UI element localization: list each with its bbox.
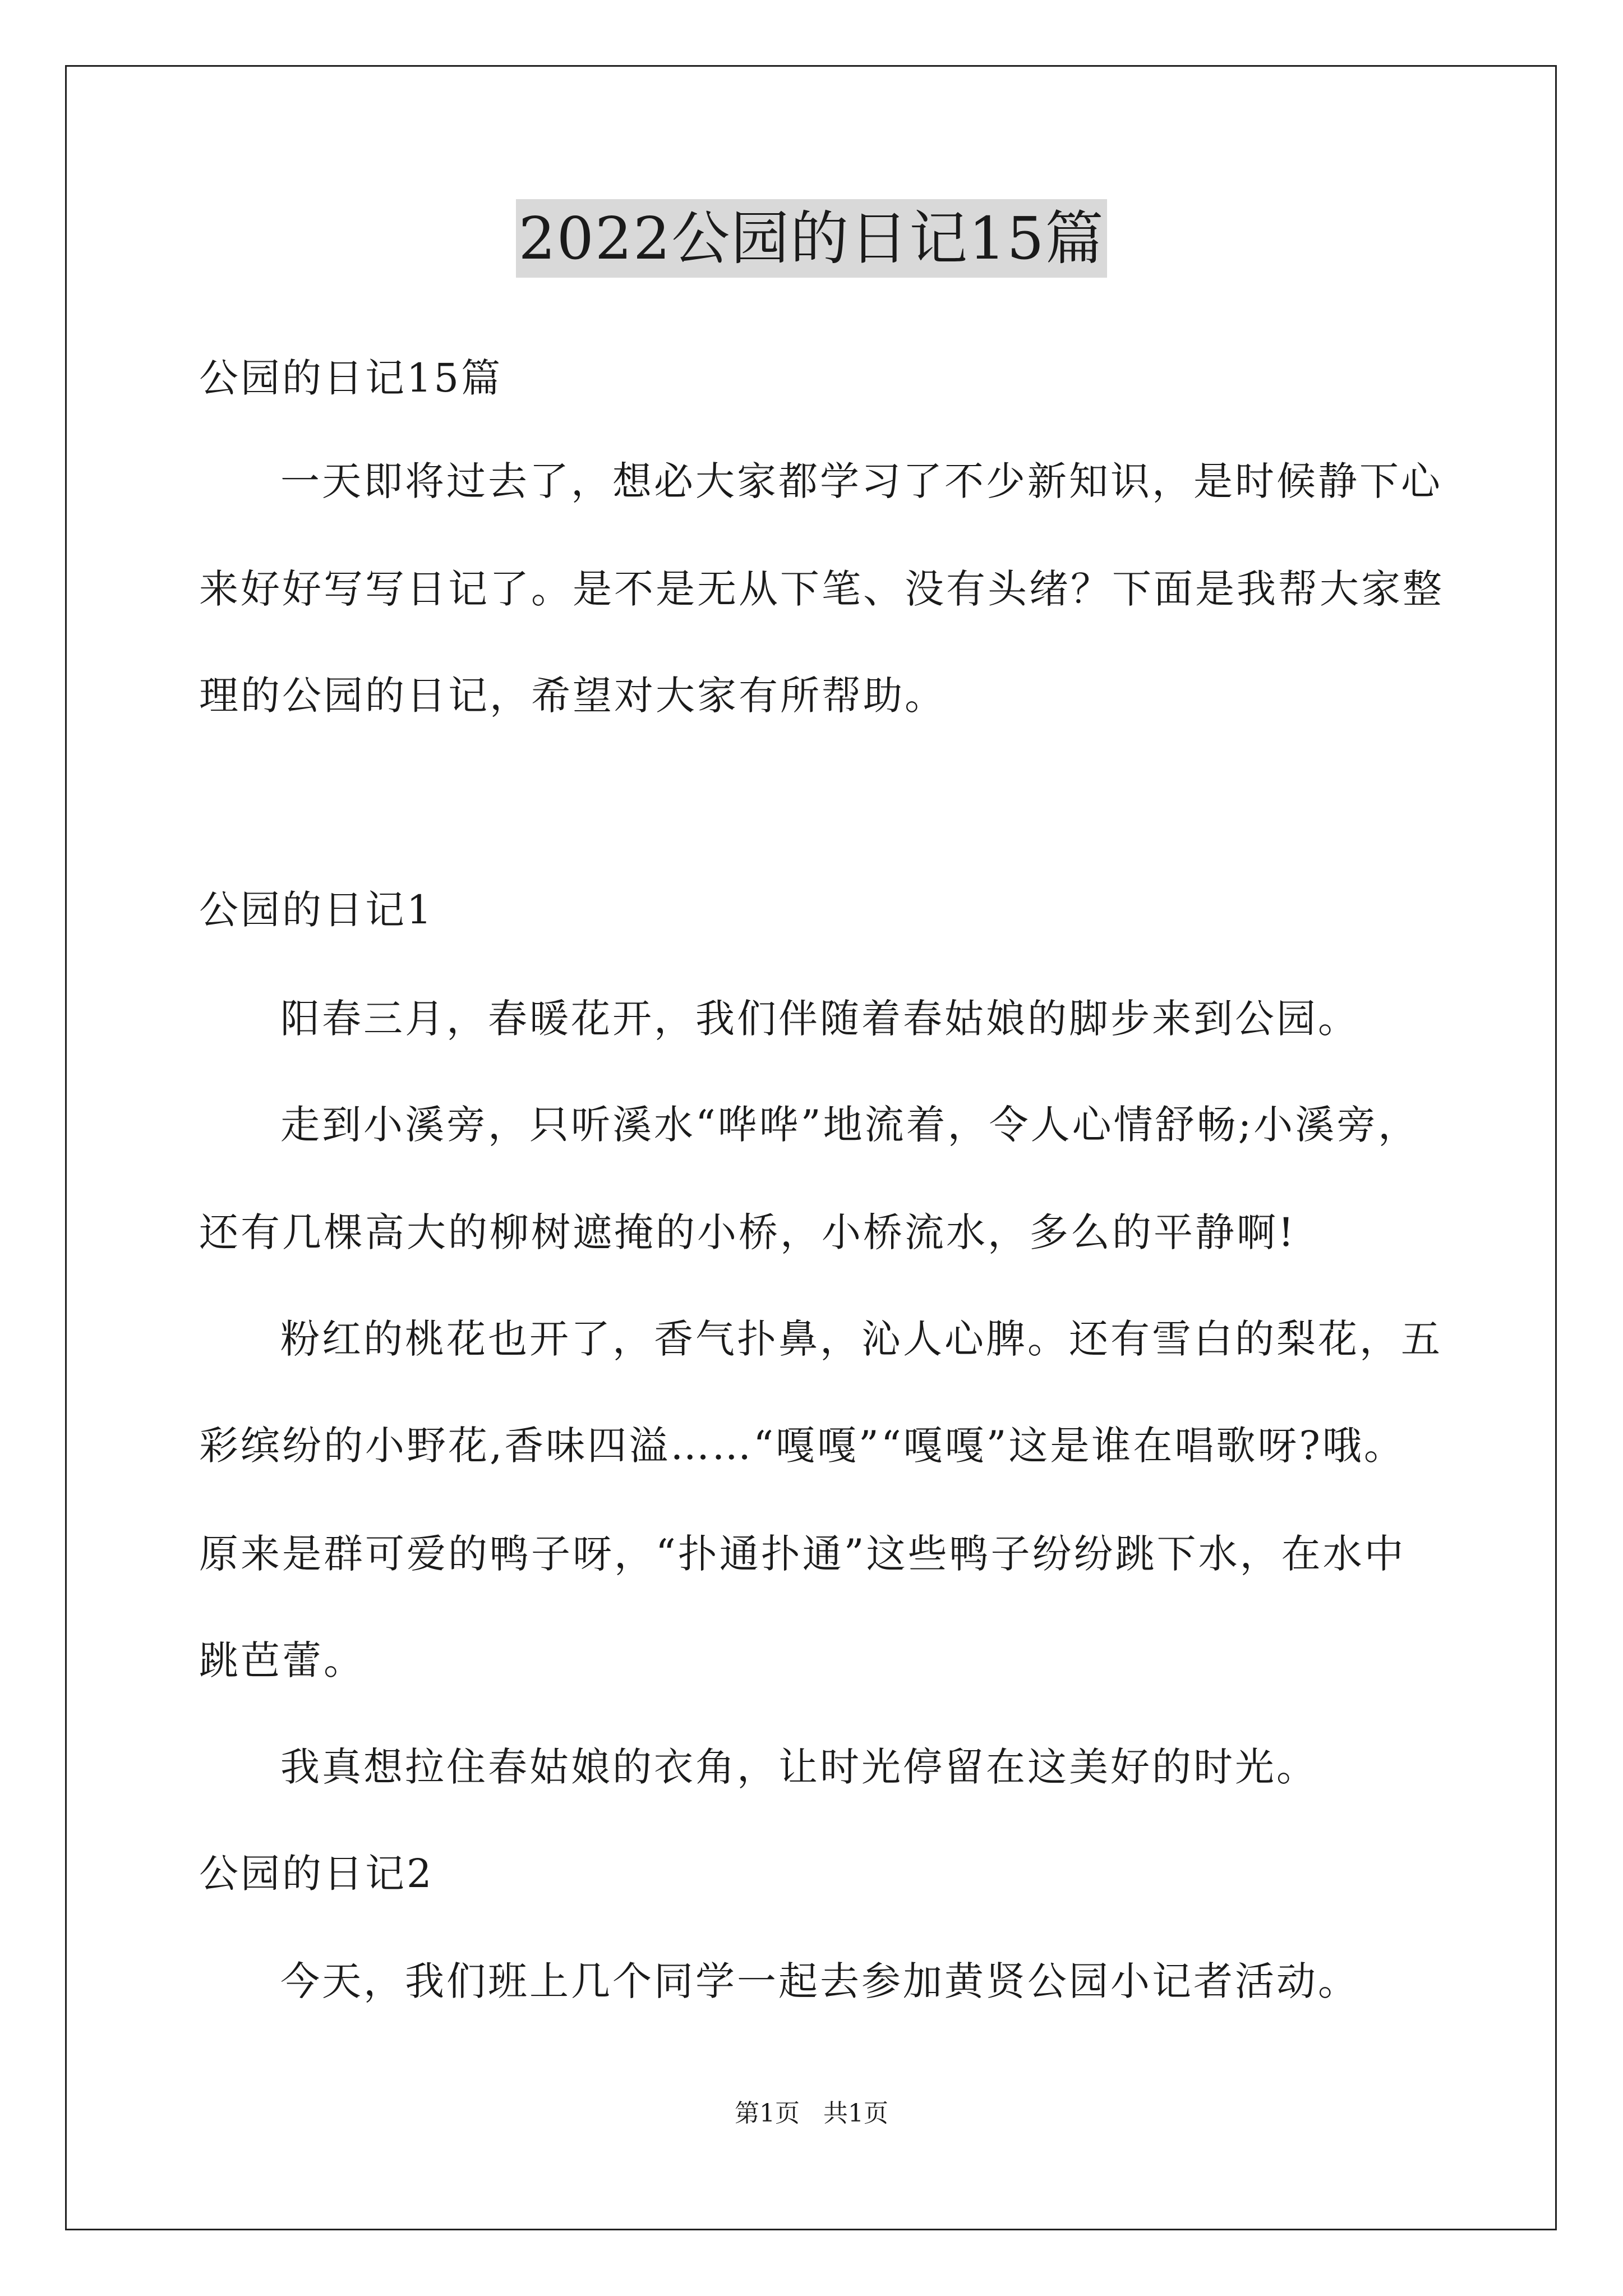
title-container [0,199,1623,278]
page-total: 共1页 [823,2099,888,2128]
intro-line: 来好好写写日记了。是不是无从下笔、没有头绪？下面是我帮大家整 [199,566,1444,612]
paragraph-line: 阳春三月，春暖花开，我们伴随着春姑娘的脚步来到公园。 [280,996,1359,1042]
paragraph-line: 粉红的桃花也开了，香气扑鼻，沁人心脾。还有雪白的梨花，五 [280,1316,1442,1362]
section-heading: 公园的日记2 [199,1851,434,1897]
page-number: 第1页 [735,2099,800,2128]
section-heading: 公园的日记1 [199,887,434,933]
paragraph-line: 还有几棵高大的柳树遮掩的小桥，小桥流水，多么的平静啊! [199,1209,1297,1255]
paragraph-line: 原来是群可爱的鸭子呀，“扑通扑通”这些鸭子纷纷跳下水，在水中 [199,1531,1406,1577]
page-footer [0,2097,1623,2131]
paragraph-line: 跳芭蕾。 [199,1637,365,1683]
paragraph-line: 彩缤纷的小野花,香味四溢……“嘎嘎”“嘎嘎”这是谁在唱歌呀?哦。 [199,1423,1405,1469]
paragraph-line: 今天，我们班上几个同学一起去参加黄贤公园小记者活动。 [280,1958,1359,2004]
intro-line: 一天即将过去了，想必大家都学习了不少新知识，是时候静下心 [280,458,1442,504]
paragraph-line: 走到小溪旁，只听溪水“哗哗”地流着，令人心情舒畅;小溪旁， [280,1102,1420,1148]
intro-line: 理的公园的日记，希望对大家有所帮助。 [199,673,946,719]
paragraph-line: 我真想拉住春姑娘的衣角，让时光停留在这美好的时光。 [280,1744,1318,1790]
document-title: 2022公园的日记15篇 [516,199,1106,278]
document-subtitle: 公园的日记15篇 [199,355,503,401]
